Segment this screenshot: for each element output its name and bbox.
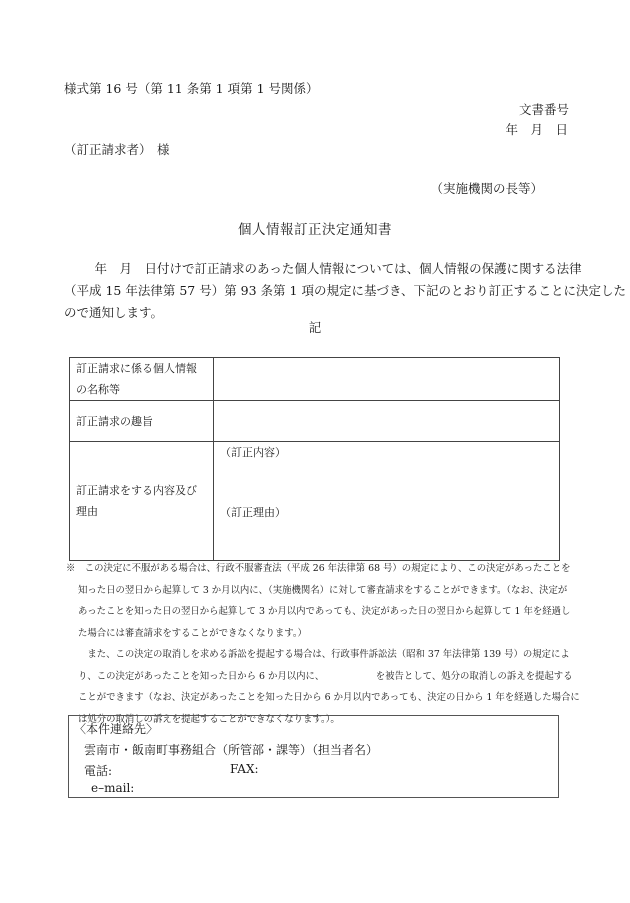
contact-heading: 〈本件連絡先〉 — [74, 722, 159, 736]
document-number-label: 文書番号 — [518, 102, 569, 117]
email-label: e–mail: — [91, 781, 135, 795]
note-line: あったことを知った日の翌日から起算して 3 か月以内であっても、決定があった日の翌日から起算して 1 年を経過し — [78, 606, 571, 617]
fax-label: FAX: — [230, 762, 259, 776]
note-line: また、この決定の取消しを求める訴訟を提起する場合は、行政事件訴訟法（昭和 37 年法律第 139 号）の規定によ — [78, 649, 570, 660]
note-line: は処分の取消しの訴えを提起することができなくなります。）。 — [78, 713, 340, 725]
correction-reason-label: （訂正理由） — [220, 506, 286, 519]
name-label-cell — [70, 358, 214, 401]
purpose-label-cell — [70, 401, 214, 442]
content-reason-label-cell — [70, 442, 214, 561]
contact-organization: 雲南市・飯南町事務組合（所管部・課等）（担当者名） — [84, 743, 379, 757]
table-row — [70, 442, 560, 561]
notes — [66, 558, 580, 730]
contact-box — [68, 715, 559, 798]
name-label-line: 訂正請求に係る個人情報 — [76, 362, 197, 375]
note-line: り、この決定があったことを知った日から 6 か月以内に、 を被告として、処分の取消しの訴えを提起する — [78, 670, 573, 682]
content-reason-value-cell[interactable] — [214, 442, 560, 561]
correction-content-label: （訂正内容） — [220, 446, 286, 459]
table-row — [70, 358, 560, 401]
note-line: ことができます（なお、決定があったことを知った日から 6 か月以内であっても、決定の日から 1 年を経過した場合に — [78, 692, 580, 703]
body-line: ので通知します。 — [64, 305, 164, 320]
phone-label: 電話: — [84, 764, 113, 778]
note-line: た場合には審査請求をすることができなくなります。） — [78, 627, 307, 639]
content-reason-label-line: 理由 — [76, 505, 98, 518]
note-line: 知った日の翌日から起算して 3 か月以内に、（実施機関名）に対して審査請求をすることができます。（なお、決定が — [78, 584, 568, 596]
body-paragraph — [64, 258, 626, 324]
ki-label: 記 — [308, 320, 322, 335]
content-reason-label-line: 訂正請求をする内容及び — [76, 484, 197, 497]
body-line: 年 月 日付けで訂正請求のあった個人情報については、個人情報の保護に関する法律 — [82, 261, 582, 276]
table-row — [70, 401, 560, 442]
correction-table — [69, 357, 560, 561]
name-label-line: の名称等 — [76, 383, 120, 396]
form-number: 様式第 16 号（第 11 条第 1 項第 1 号関係） — [64, 81, 319, 96]
purpose-value-cell[interactable] — [214, 401, 560, 442]
recipient-title: （訂正請求者） — [64, 142, 152, 157]
sender-label: （実施機関の長等） — [430, 181, 543, 196]
note-line: ※ この決定に不服がある場合は、行政不服審査法（平成 26 年法律第 68 号）の規定により、この決定があったことを — [66, 563, 571, 574]
body-line: （平成 15 年法律第 57 号）第 93 条第 1 項の規定に基づき、下記のとおり訂正することに決定した — [64, 283, 626, 298]
recipient-honorific: 様 — [157, 142, 170, 157]
document-title: 個人情報訂正決定通知書 — [238, 222, 392, 238]
date-label: 年 月 日 — [505, 122, 568, 137]
name-value-cell[interactable] — [214, 358, 560, 401]
purpose-label: 訂正請求の趣旨 — [76, 414, 153, 428]
